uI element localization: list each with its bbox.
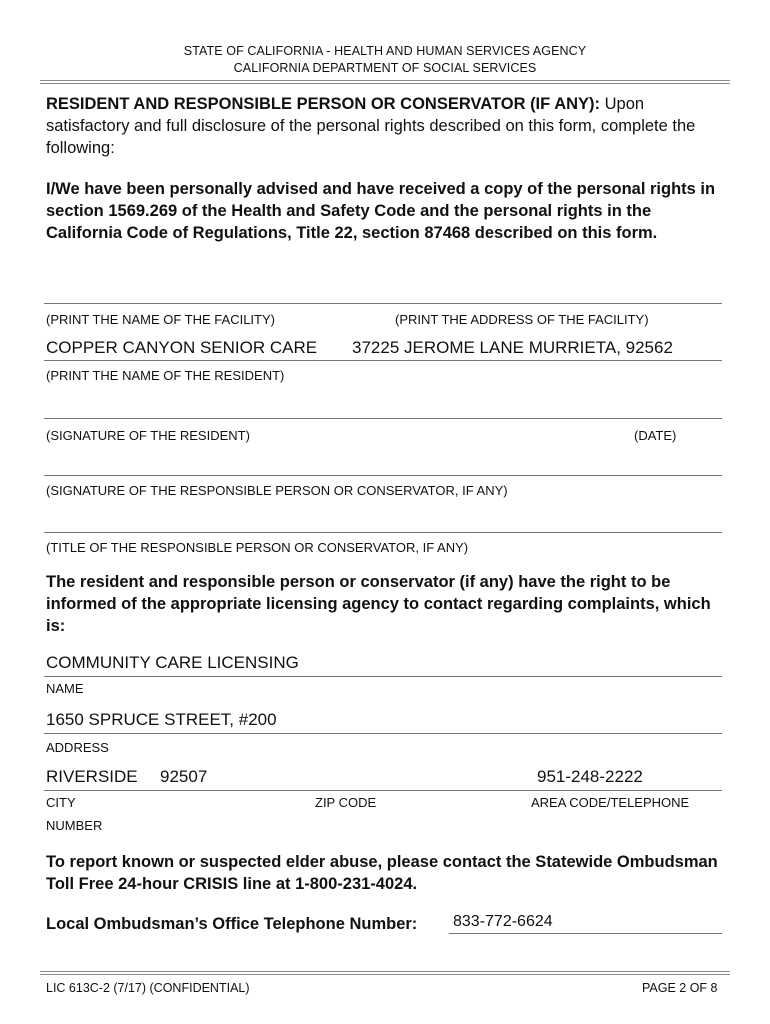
licensing-statement: The resident and responsible person or conservator (if any) have the right to be informed of the appropriate licensing agency to contact regarding complaints, which is:: [46, 573, 711, 635]
phone-label: AREA CODE/TELEPHONE: [531, 795, 690, 810]
form-id: LIC 613C-2 (7/17) (CONFIDENTIAL): [46, 981, 250, 995]
responsible-title-line[interactable]: [44, 532, 722, 533]
licensing-name-line: [44, 676, 722, 677]
responsible-signature-label: (SIGNATURE OF THE RESPONSIBLE PERSON OR CONSERVATOR, IF ANY): [46, 483, 508, 498]
acknowledgement-statement: I/We have been personally advised and have received a copy of the personal rights in section 1569.269 of the Health and Safety Code and the personal rights in the California Code of Regulations, Title 22, section 87468 described on this form.: [46, 180, 716, 242]
agency-header: STATE OF CALIFORNIA - HEALTH AND HUMAN SERVICES AGENCY: [183, 44, 587, 58]
facility-name-label: (PRINT THE NAME OF THE FACILITY): [46, 312, 275, 327]
local-ombudsman-line: [449, 933, 722, 934]
footer-divider: [40, 971, 730, 972]
header-divider: [40, 80, 730, 81]
header-divider-2: [40, 83, 730, 84]
page-number: PAGE 2 OF 8: [642, 981, 718, 995]
ombudsman-notice: To report known or suspected elder abuse, please contact the Statewide Ombudsman Toll Free 24-hour CRISIS line at 1-800-231-4024.: [46, 853, 718, 893]
local-ombudsman-phone-field[interactable]: 833-772-6624: [453, 913, 553, 930]
resident-name-label: (PRINT THE NAME OF THE RESIDENT): [46, 368, 285, 383]
local-ombudsman-label: Local Ombudsman’s Office Telephone Number:: [46, 915, 418, 933]
intro-text: Upon satisfactory and full disclosure of the personal rights described on this form, complete the following:: [46, 95, 696, 157]
licensing-name-field[interactable]: COMMUNITY CARE LICENSING: [46, 653, 299, 672]
city-label: CITY: [46, 795, 76, 810]
responsible-title-label: (TITLE OF THE RESPONSIBLE PERSON OR CONSERVATOR, IF ANY): [46, 540, 469, 555]
facility-address-field[interactable]: 37225 JEROME LANE MURRIETA, 92562: [352, 338, 673, 357]
facility-address-label: (PRINT THE ADDRESS OF THE FACILITY): [395, 312, 649, 327]
facility-name-field[interactable]: COPPER CANYON SENIOR CARE: [46, 338, 318, 357]
phone-label-continued: NUMBER: [46, 818, 103, 833]
resident-signature-line[interactable]: [44, 418, 722, 419]
blank-line: [44, 303, 722, 304]
licensing-name-label: NAME: [46, 681, 84, 696]
intro-paragraph: [46, 93, 726, 159]
zip-code-label: ZIP CODE: [315, 795, 377, 810]
licensing-phone-field[interactable]: 951-248-2222: [537, 767, 643, 786]
resident-signature-label: (SIGNATURE OF THE RESIDENT): [46, 428, 250, 443]
department-header: CALIFORNIA DEPARTMENT OF SOCIAL SERVICES: [233, 61, 537, 75]
responsible-signature-line[interactable]: [44, 475, 722, 476]
licensing-address-field[interactable]: 1650 SPRUCE STREET, #200: [46, 710, 277, 729]
licensing-zip-field[interactable]: 92507: [160, 767, 208, 786]
licensing-address-label: ADDRESS: [46, 740, 109, 755]
date-label: (DATE): [634, 428, 677, 443]
licensing-city-field[interactable]: RIVERSIDE: [46, 767, 138, 786]
footer-divider-2: [40, 974, 730, 975]
licensing-city-line: [44, 790, 722, 791]
licensing-address-line: [44, 733, 722, 734]
facility-line: [44, 360, 722, 361]
intro-heading: RESIDENT AND RESPONSIBLE PERSON OR CONSERVATOR (IF ANY):: [46, 95, 601, 113]
